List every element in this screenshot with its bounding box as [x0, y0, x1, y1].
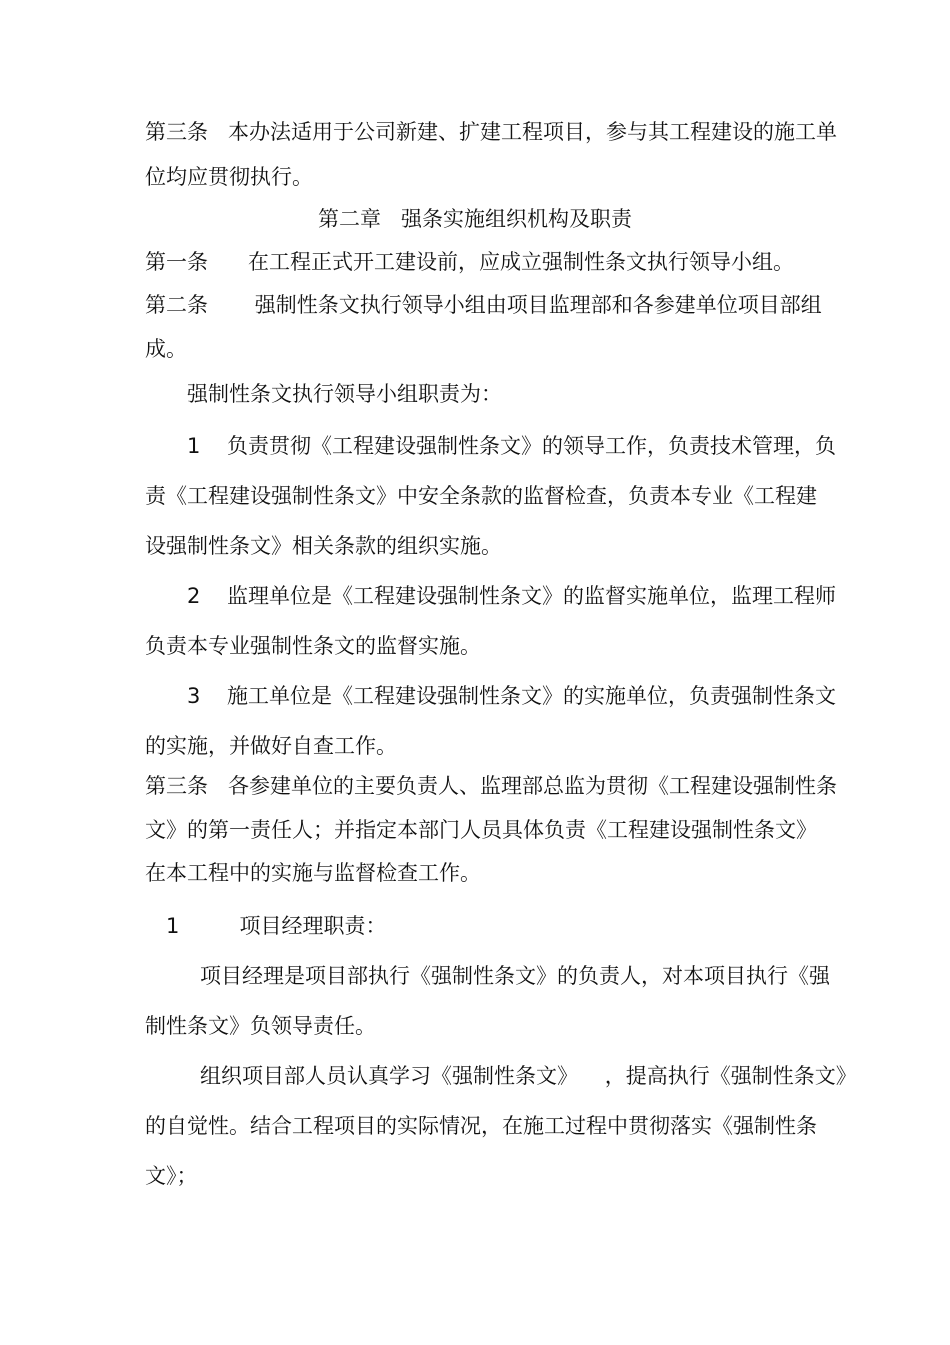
text-line: 第三条 各参建单位的主要负责人、监理部总监为贯彻《工程建设强制性条: [145, 774, 838, 798]
text-line: 2 监理单位是《工程建设强制性条文》的监督实施单位，监理工程师: [187, 584, 837, 608]
text-line: 1 负责贯彻《工程建设强制性条文》的领导工作，负责技术管理，负: [187, 434, 837, 458]
text-line: 的自觉性。结合工程项目的实际情况，在施工过程中贯彻落实《强制性条: [145, 1114, 817, 1138]
text-line: 的实施，并做好自查工作。: [145, 734, 397, 758]
text-line: 项目经理是项目部执行《强制性条文》的负责人，对本项目执行《强: [200, 964, 830, 988]
text-line: 文》；: [145, 1164, 198, 1188]
text-line: 成。: [145, 337, 187, 361]
text-line: 在本工程中的实施与监督检查工作。: [145, 861, 481, 885]
text-line: 设强制性条文》相关条款的组织实施。: [145, 534, 502, 558]
text-line: 1 项目经理职责：: [166, 914, 387, 938]
text-line: 第一条 在工程正式开工建设前，应成立强制性条文执行领导小组。: [145, 250, 795, 274]
text-line: 第二条 强制性条文执行领导小组由项目监理部和各参建单位项目部组: [145, 293, 822, 317]
chapter-heading: 第二章 强条实施组织机构及职责: [317, 207, 633, 231]
text-line: 文》的第一责任人；并指定本部门人员具体负责《工程建设强制性条文》: [145, 818, 817, 842]
text-line: 3 施工单位是《工程建设强制性条文》的实施单位，负责强制性条文: [187, 684, 837, 708]
text-line: 第三条 本办法适用于公司新建、扩建工程项目，参与其工程建设的施工单: [145, 120, 838, 144]
text-line: 强制性条文执行领导小组职责为：: [187, 382, 502, 406]
text-line: 责《工程建设强制性条文》中安全条款的监督检查，负责本专业《工程建: [145, 484, 817, 508]
text-line: 负责本专业强制性条文的监督实施。: [145, 634, 481, 658]
text-line: 制性条文》负领导责任。: [145, 1014, 376, 1038]
text-line: 位均应贯彻执行。: [145, 165, 313, 189]
text-line: 组织项目部人员认真学习《强制性条文》 ，提高执行《强制性条文》: [200, 1064, 857, 1088]
